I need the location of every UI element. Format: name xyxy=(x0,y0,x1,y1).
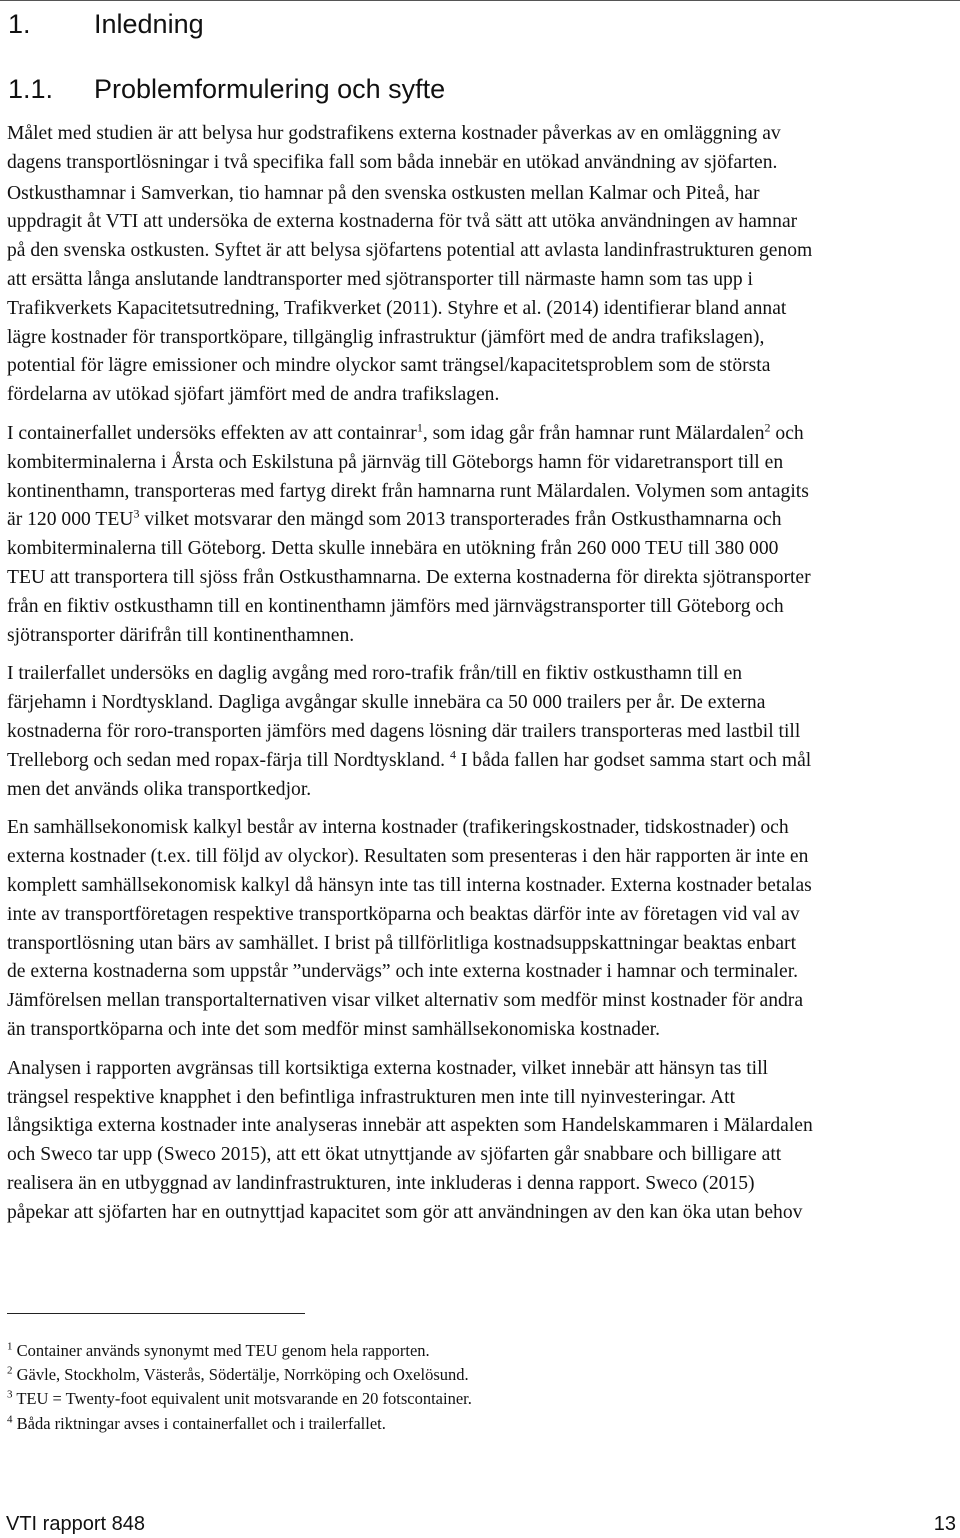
chapter-title: Inledning xyxy=(94,9,204,39)
text-line: färjehamn i Nordtyskland. Dagliga avgångar skulle innebära ca 50 000 trailers per år. De externa xyxy=(7,692,766,714)
text-line: En samhällsekonomisk kalkyl består av interna kostnader (trafikeringskostnader, tidskostnader) och xyxy=(7,817,789,839)
text-line: inte av transportföretagen respektive transportköparna och beaktas därför inte av företagen vid val av xyxy=(7,903,800,925)
text-line: kombiterminalerna till Göteborg. Detta skulle innebära en utökning från 260 000 TEU till 380 000 xyxy=(7,538,779,560)
footnote-number: 1 xyxy=(7,1340,13,1353)
paragraph-scope xyxy=(7,1055,953,1228)
text-line: komplett samhällsekonomisk kalkyl då hänsyn inte tas till interna kostnader. Externa kostnader betalas xyxy=(7,874,812,896)
footnote xyxy=(7,1339,937,1363)
section-heading xyxy=(8,71,445,107)
report-name: VTI rapport 848 xyxy=(6,1513,145,1535)
footnote-ref: 3 xyxy=(133,506,140,521)
text-segment: och xyxy=(770,422,804,444)
paragraph-background xyxy=(7,180,953,410)
section-number: 1.1. xyxy=(8,74,54,104)
text-line: Ostkusthamnar i Samverkan, tio hamnar på den svenska ostkusten mellan Kalmar och Piteå, har xyxy=(7,182,760,204)
text-line: externa kostnader (t.ex. till följd av olyckor). Resultaten som presenteras i den här rapporten är inte en xyxy=(7,846,809,868)
paragraph-purpose xyxy=(7,120,953,178)
body-text xyxy=(7,120,953,1237)
footnote-separator xyxy=(7,1313,305,1314)
text-segment: , som idag går från hamnar runt Mälardalen xyxy=(422,422,765,444)
text-line: transportlösning utan bärs av samhället. I brist på tillförlitliga kostnadsuppskattningar beaktas enbart xyxy=(7,932,797,954)
text-line: I trailerfallet undersöks en daglig avgång med roro-trafik från/till en fiktiv ostkusthamn till en xyxy=(7,663,743,685)
text-segment: Trelleborg och sedan med ropax-färja till Nordtyskland. xyxy=(7,749,446,771)
paragraph-trailer-case xyxy=(7,660,953,804)
footnote-number: 2 xyxy=(7,1364,13,1377)
text-line: långsiktiga externa kostnader inte analyseras innebär att aspekten som Handelskammaren i Mälardalen xyxy=(7,1115,813,1137)
text-line: realisera än en utbyggnad av landinfrastrukturen, inte inkluderas i denna rapport. Sweco (2015) xyxy=(7,1172,755,1194)
text-line: Jämförelsen mellan transportalternativen visar vilket alternativ som medför minst kostnader för andra xyxy=(7,990,804,1012)
text-line: lägre kostnader för transportköpare, tillgänglig infrastruktur (jämfört med de andra trafikslagen), xyxy=(7,326,765,348)
footnote-number: 3 xyxy=(7,1388,13,1401)
footnote xyxy=(7,1387,937,1411)
chapter-heading xyxy=(8,6,204,42)
footnote-ref: 2 xyxy=(764,420,771,435)
text-segment: är 120 000 TEU xyxy=(7,509,134,531)
footnote-ref: 4 xyxy=(449,747,456,762)
text-segment: vilket motsvarar den mängd som 2013 transporterades från Ostkusthamnarna och xyxy=(139,509,782,531)
chapter-number: 1. xyxy=(8,9,31,39)
text-line: uppdragit åt VTI att undersöka de externa kostnaderna för två sätt att utöka användningen av hamnar xyxy=(7,211,798,233)
paragraph-container-case xyxy=(7,420,953,650)
text-line: och Sweco tar upp (Sweco 2015), att ett ökat utnyttjande av sjöfarten går snabbare och billigare att xyxy=(7,1144,782,1166)
text-line: kombiterminalerna i Årsta och Eskilstuna på järnväg till Göteborgs hamn för vidaretransport till en xyxy=(7,451,784,473)
footnote-text: Båda riktningar avses i containerfallet och i trailerfallet. xyxy=(16,1413,386,1433)
page-number: 13 xyxy=(933,1513,956,1535)
footnote xyxy=(7,1363,937,1387)
footnote-text: TEU = Twenty-foot equivalent unit motsvarande en 20 fotscontainer. xyxy=(16,1389,472,1409)
top-rule xyxy=(0,0,960,1)
footnotes xyxy=(7,1339,937,1436)
page-footer xyxy=(6,1510,956,1538)
paragraph-economic-calculation xyxy=(7,814,953,1044)
footnote xyxy=(7,1412,937,1436)
text-line: att ersätta långa anslutande landtransporter med sjötransporter till närmaste hamn som tas upp i xyxy=(7,268,753,290)
footnote-text: Container används synonymt med TEU genom hela rapporten. xyxy=(16,1341,430,1360)
text-line: Analysen i rapporten avgränsas till kortsiktiga externa kostnader, vilket innebär att hänsyn tas till xyxy=(7,1057,768,1079)
text-line: fördelarna av utökad sjöfart jämfört med de andra trafikslagen. xyxy=(7,384,500,406)
footnote-number: 4 xyxy=(7,1413,13,1426)
text-line xyxy=(7,420,953,449)
text-segment: I containerfallet undersöks effekten av att containrar xyxy=(7,422,417,444)
text-line: sjötransporter därifrån till kontinenthamnen. xyxy=(7,624,355,646)
text-line: men det används olika transportkedjor. xyxy=(7,778,312,800)
text-line: påpekar att sjöfarten har en outnyttjad kapacitet som gör att användningen av den kan öka utan behov xyxy=(7,1201,803,1223)
text-line xyxy=(7,506,953,535)
text-line: från en fiktiv ostkusthamn till en kontinenthamn jämförs med järnvägstransporter till Göteborg och xyxy=(7,595,784,617)
text-line: än transportköparna och inte det som medför minst samhällsekonomiska kostnader. xyxy=(7,1018,660,1040)
text-line: kontinenthamn, transporteras med fartyg direkt från hamnarna runt Mälardalen. Volymen som antagits xyxy=(7,480,809,502)
text-line: trängsel respektive knapphet i den befintliga infrastrukturen men inte till nyinvesteringar. Att xyxy=(7,1086,736,1108)
text-line: Trafikverkets Kapacitetsutredning, Trafikverket (2011). Styhre et al. (2014) identifierar bland annat xyxy=(7,297,787,319)
footnote-text: Gävle, Stockholm, Västerås, Södertälje, Norrköping och Oxelösund. xyxy=(16,1365,469,1385)
text-line: de externa kostnaderna som uppstår ”undervägs” och inte externa kostnader i hamnar och terminaler. xyxy=(7,961,799,983)
text-line: potential för lägre emissioner och mindre olyckor samt trängsel/kapacitetsproblem som de största xyxy=(7,355,771,377)
text-line: kostnaderna för roro-transporten jämförs med dagens lösning där trailers transporteras med lastbil till xyxy=(7,720,801,742)
text-line: på den svenska ostkusten. Syftet är att belysa sjöfartens potential att avlasta landinfrastrukturen genom xyxy=(7,240,813,262)
footnote-ref: 1 xyxy=(416,420,423,435)
text-line xyxy=(7,747,953,776)
text-line: TEU att transportera till sjöss från Ostkusthamnarna. De externa kostnaderna för direkta sjötransporter xyxy=(7,566,811,588)
text-segment: I båda fallen har godset samma start och mål xyxy=(455,749,812,771)
text-line: dagens transportlösningar i två specifika fall som båda innebär en utökad användning av sjöfarten. xyxy=(7,151,778,173)
text-line: Målet med studien är att belysa hur godstrafikens externa kostnader påverkas av en omläggning av xyxy=(7,123,781,144)
section-title: Problemformulering och syfte xyxy=(94,74,446,104)
